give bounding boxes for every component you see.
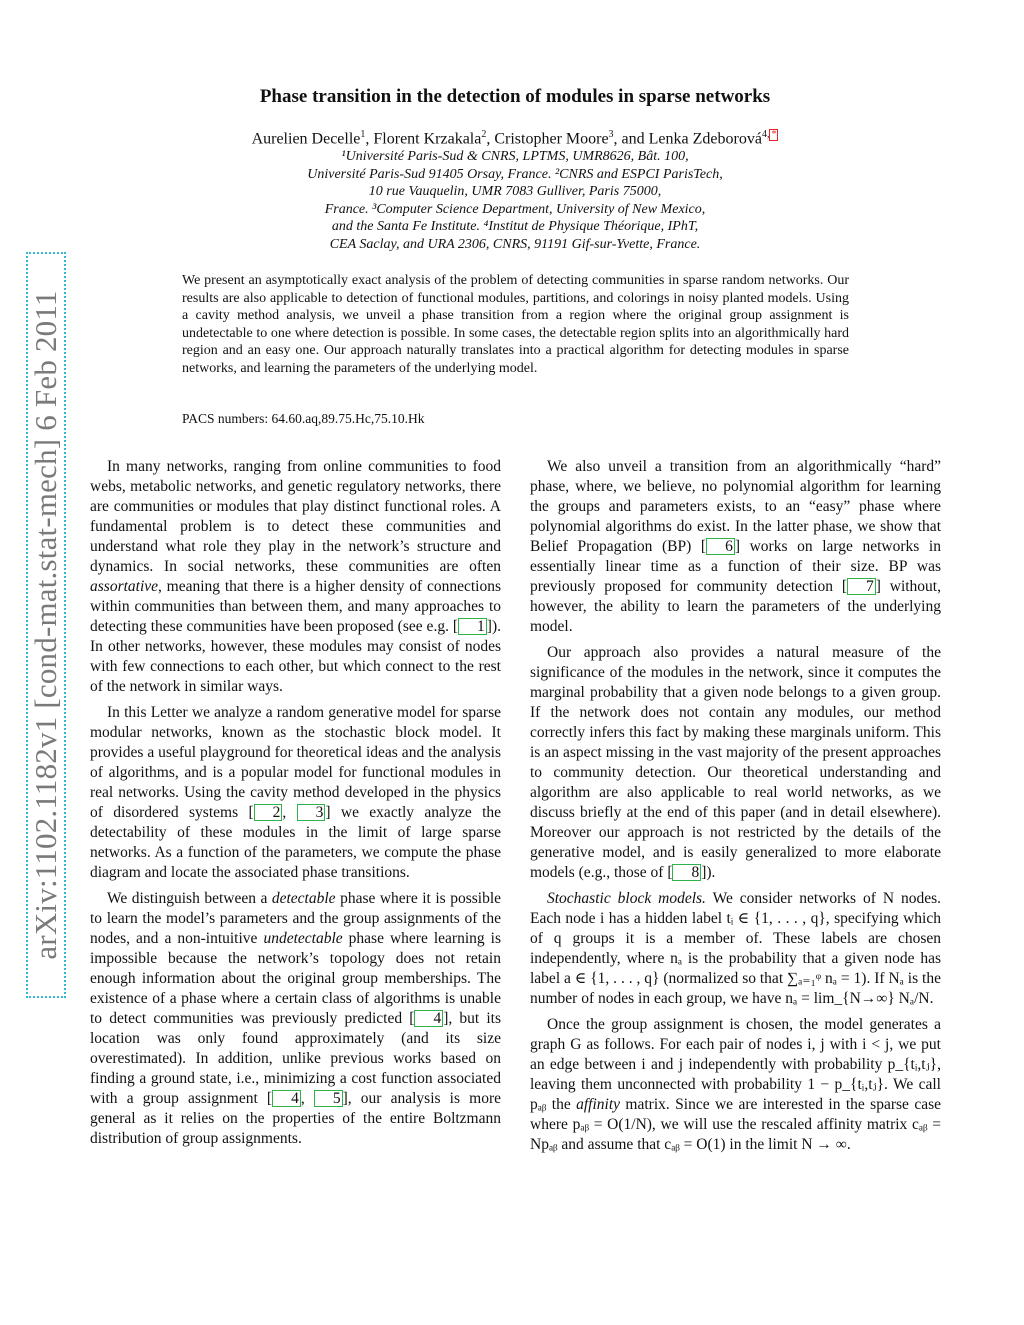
citation-link[interactable]: 6 [706,538,735,555]
paragraph: We distinguish between a detectable phase where it is possible to learn the model’s parameters and the group assignments of the nodes, and a non-intuitive undetectable phase where learning is impossible because the network’s topology does not retain enough information about the original group memberships. The existence of a phase where a certain class of algorithms is unable to detect communities was previously predicted [ 4 ], but its location was only found approximately (and its size overestimated). In addition, unlike previous works based on finding a ground state, i.e., minimizing a cost function associated with a group assignment [ 4 , 5 ], our analysis is more general as it relies on the properties of the entire Boltzmann distribution of group assignments. [90,890,502,1147]
abstract: We present an asymptotically exact analysis of the problem of detecting communities in sparse random networks. Our results are also applicable to detection of functional modules, partitions, and colorings in noisy planted models. Using a cavity method analysis, we unveil a phase transition from a region where the original group assignment is undetectable to one where detection is possible. In some cases, the detectable region splits into an algorithmically hard region and an easy one. Our approach naturally translates into a practical algorithm for detecting modules in sparse networks, and learning the parameters of the underlying model. [182,273,849,376]
paragraph: In many networks, ranging from online communities to food webs, metabolic networks, and genetic regulatory networks, there are communities or modules that play distinct functional roles. A fundamental problem is to detect these communities and understand what role they play in the network’s structure and dynamics. In social networks, these communities are often assortative, meaning that there is a higher density of connections within communities than between them, and many approaches to detecting these communities have been proposed (see e.g. [ 1 ]). In other networks, however, these modules may consist of nodes with few connections to each other, but which connect to the rest of the network in similar ways. [90,458,501,695]
affiliations [150,148,880,253]
paper-title: Phase transition in the detection of modules in sparse networks [259,86,771,107]
arxiv-id: arXiv:1102.1182v1 [cond-mat.stat-mech] 6 Feb 2011 [28,290,63,960]
citation-link[interactable]: 4 [414,1010,443,1027]
left-column [90,457,501,1155]
affiliation-line: 10 rue Vauquelin, UMR 7083 Gulliver, Paris 75000, [368,184,662,199]
citation-link[interactable]: 8 [672,864,701,881]
paragraph: Our approach also provides a natural measure of the significance of the modules in the network, since it computes the marginal probability that a given node belongs to a given group. If the network does not contain any modules, our method correctly infers this fact by making these marginals uniform. This is an aspect missing in the vast majority of the present approaches to community detection. Our theoretical understanding and algorithm are also applicable to real world networks, as we discuss briefly at the end of this paper (and in detail elsewhere). Moreover our approach is not restricted by the details of the generative model, and is easily generalized to more elaborate models (e.g., those of [ 8 ]). [530,644,941,881]
section-heading: Stochastic block models. [547,890,706,907]
affiliation-line: ¹Université Paris-Sud & CNRS, LPTMS, UMR8626, Bât. 100, [341,149,689,164]
paragraph: We also unveil a transition from an algorithmically “hard” phase, where, we believe, no polynomial algorithm for learning the groups and parameters exists, to an “easy” phase where polynomial algorithms do exist. In the latter phase, we show that Belief Propagation (BP) [ 6 ] works on large networks in essentially linear time as a function of their size. BP was previously proposed for community detection [ 7 ] without, however, the ability to learn the parameters of the underlying model. [530,458,941,635]
citation-link[interactable]: 4 [272,1090,301,1107]
citation-link[interactable]: 1 [458,618,487,635]
right-column [530,457,941,1161]
affil-mark: 3 [608,129,614,140]
citation-link[interactable]: 2 [254,804,283,821]
author: Aurelien Decelle [251,130,361,148]
paragraph: Stochastic block models. We consider networks of N nodes. Each node i has a hidden label tᵢ ∈ {1, . . . , q}, specifying which of q groups it is a member of. These labels are chosen independently, where nₐ is the probability that a given node has label a ∈ {1, . . . , q} (normalized so that ∑ₐ₌₁ᵠ nₐ = 1). If Nₐ is the number of nodes in each group, we have nₐ = lim_{N→∞} Nₐ/N. [530,890,941,1007]
citation-link[interactable]: 5 [314,1090,343,1107]
citation-link[interactable]: 7 [847,578,876,595]
arxiv-stamp[interactable] [26,252,66,998]
pacs-numbers: PACS numbers: 64.60.aq,89.75.Hc,75.10.Hk [182,411,425,426]
affil-mark: 4, [761,129,770,140]
affiliation-line: France. ³Computer Science Department, University of New Mexico, [324,201,706,217]
author: , and Lenka Zdeborová [613,130,762,148]
affil-mark: 1 [360,129,366,140]
affiliation-line: Université Paris-Sud 91405 Orsay, France. ²CNRS and ESPCI ParisTech, [307,166,723,182]
paragraph: Once the group assignment is chosen, the model generates a graph G as follows. For each pair of nodes i, j with i < j, we put an edge between i and j independently with probability p_{tᵢ,tⱼ}, leaving them unconnected with probability 1 − p_{tᵢ,tⱼ}. We call pₐᵦ the affinity matrix. Since we are interested in the sparse case where pₐᵦ = O(1/N), we will use the rescaled affinity matrix cₐᵦ = Npₐᵦ and assume that cₐᵦ = O(1) in the limit N → ∞. [530,1016,941,1153]
author: , Cristopher Moore [486,130,609,148]
affil-mark: 2 [481,129,487,140]
citation-link[interactable]: 3 [297,804,326,821]
affiliation-line: and the Santa Fe Institute. ⁴Institut de Physique Théorique, IPhT, [331,219,699,234]
paragraph: In this Letter we analyze a random generative model for sparse modular networks, known as the stochastic block model. It provides a useful playground for theoretical ideas and the analysis of algorithms, and is a popular model for functional modules in real networks. Using the cavity method developed in the physics of disordered systems [ 2 , 3 ] we exactly analyze the detectability of these modules in the limit of large sparse networks. As a function of the parameters, we compute the phase diagram and locate the associated phase transitions. [90,704,502,881]
author-list [150,129,880,148]
footnote-link[interactable]: * [771,129,777,140]
affiliation-line: CEA Saclay, and URA 2306, CNRS, 91191 Gif-sur-Yvette, France. [329,236,701,252]
author: , Florent Krzakala [365,130,482,148]
